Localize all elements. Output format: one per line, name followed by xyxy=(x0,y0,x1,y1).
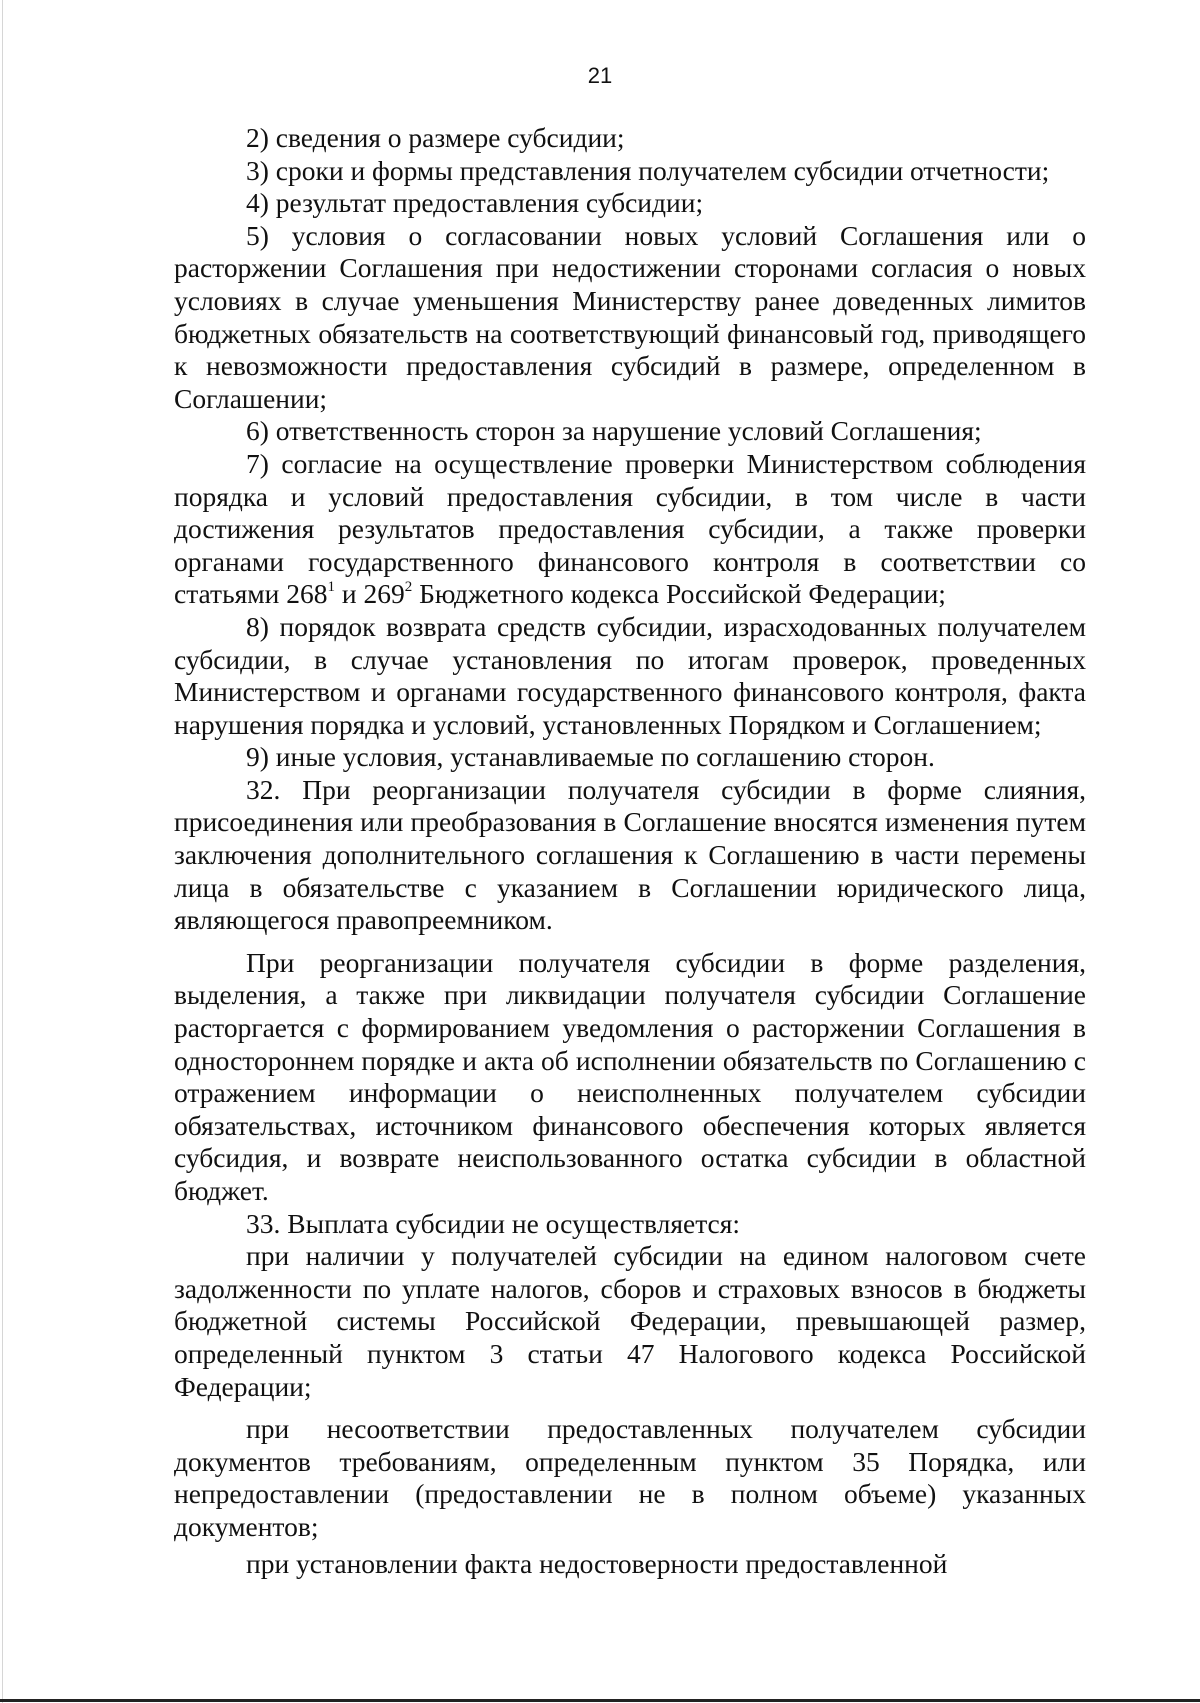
document-body xyxy=(174,122,1086,1580)
clause-33-item-false-info: при установлении факта недостоверности предоставленной xyxy=(246,1547,948,1579)
paragraph-item-3: 3) сроки и формы представления получателем субсидии отчетности; xyxy=(246,154,1050,186)
clause-32-second-paragraph: При реорганизации получателя субсидии в форме разделения, выделения, а также при ликвидации получателя субсидии Соглашение расторгается с формированием уведомления о расторжении Соглашения в одностороннем порядке и акта об исполнении обязательств по Соглашению с отражением информации о неисполненных получателем субсидии обязательствах, источником финансового обеспечения которых является субсидия, и возврате неиспользованного остатка субсидии в областной бюджет. xyxy=(174,946,1086,1206)
paragraph-item-7-text-3: Бюджетного кодекса Российской Федерации; xyxy=(412,578,946,610)
clause-33: 33. Выплата субсидии не осуществляется: xyxy=(246,1207,741,1239)
clause-32: 32. При реорганизации получателя субсидии в форме слияния, присоединения или преобразования в Соглашение вносятся изменения путем заключения дополнительного соглашения к Соглашению в части перемены лица в обязательстве с указанием в Соглашении юридического лица, являющегося правопреемником. xyxy=(174,773,1086,936)
paragraph-item-2: 2) сведения о размере субсидии; xyxy=(246,122,625,153)
paragraph-item-8: 8) порядок возврата средств субсидии, израсходованных получателем субсидии, в случае установления по итогам проверок, проведенных Министерством и органами государственного финансового контроля, факта нарушения порядка и условий, установленных Порядком и Соглашением; xyxy=(174,610,1086,740)
clause-33-item-tax-debt: при наличии у получателей субсидии на едином налоговом счете задолженности по уплате налогов, сборов и страховых взносов в бюджеты бюджетной системы Российской Федерации, превышающей размер, определенный пунктом 3 статьи 47 Налогового кодекса Российской Федерации; xyxy=(174,1240,1086,1402)
paragraph-item-9: 9) иные условия, устанавливаемые по соглашению сторон. xyxy=(246,741,935,773)
superscript-1: 1 xyxy=(327,579,336,596)
page-number: 21 xyxy=(587,63,613,88)
superscript-2: 2 xyxy=(404,579,413,596)
scan-edge-left xyxy=(2,0,3,1703)
clause-33-item-documents: при несоответствии предоставленных получателем субсидии документов требованиям, определенным пунктом 35 Порядка, или непредоставлении (предоставлении не в полном объеме) указанных документов; xyxy=(174,1413,1086,1542)
paragraph-item-5: 5) условия о согласовании новых условий Соглашения или о расторжении Соглашения при недостижении сторонами согласия о новых условиях в случае уменьшения Министерству ранее доведенных лимитов бюджетных обязательств на соответствующий финансовый год, приводящего к невозможности предоставления субсидий в размере, определенном в Соглашении; xyxy=(174,219,1086,414)
scan-edge-bottom xyxy=(0,1699,1200,1702)
paragraph-item-7 xyxy=(174,448,1086,611)
paragraph-item-6: 6) ответственность сторон за нарушение условий Соглашения; xyxy=(246,415,982,447)
paragraph-item-7-text-2: и 269 xyxy=(335,578,405,610)
paragraph-item-7-text: 7) согласие на осуществление проверки Министерством соблюдения порядка и условий предоставления субсидии, в том числе в части достижения результатов предоставления субсидии, а также проверки органами государственного финансового контроля в соответствии со статьями 268 xyxy=(174,447,1086,610)
paragraph-item-4: 4) результат предоставления субсидии; xyxy=(246,187,704,219)
